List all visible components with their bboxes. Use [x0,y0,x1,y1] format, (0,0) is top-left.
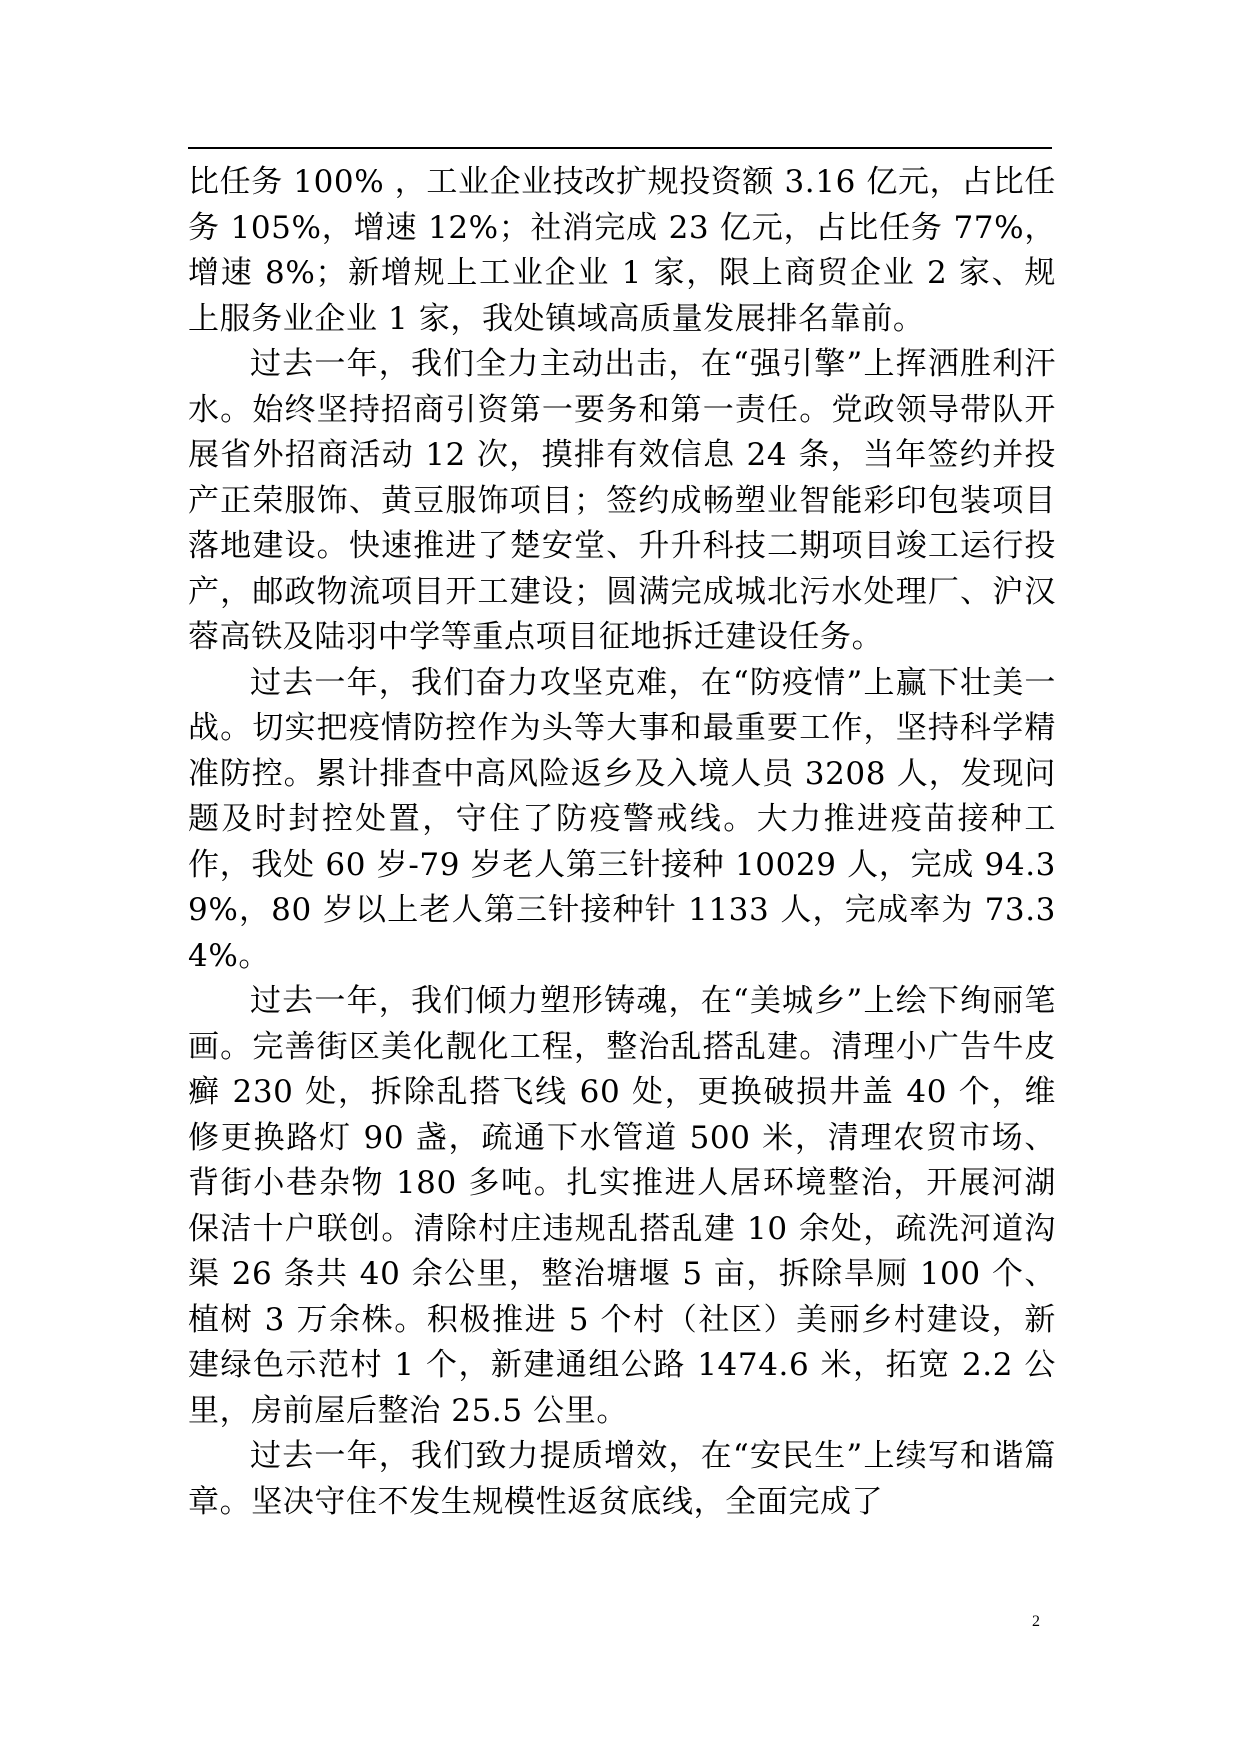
page-number: 2 [1032,1613,1040,1630]
document-body [188,160,1056,1525]
paragraph-continuation: 比任务 100% ，工业企业技改扩规投资额 3.16 亿元，占比任务 105%，增速 12%；社消完成 23 亿元，占比任务 77%，增速 8%；新增规上工业企业 1 家，限上商贸企业 2 家、规上服务业企业 1 家，我处镇域高质量发展排名靠前。 [188,164,1056,337]
paragraph-investment: 过去一年，我们全力主动出击，在“强引擎”上挥洒胜利汗水。始终坚持招商引资第一要务和第一责任。党政领导带队开展省外招商活动 12 次，摸排有效信息 24 条，当年签约并投产正荣服饰、黄豆服饰项目；签约成畅塑业智能彩印包装项目落地建设。快速推进了楚安堂、升升科技二期项目竣工运行投产，邮政物流项目开工建设；圆满完成城北污水处理厂、沪汉蓉高铁及陆羽中学等重点项目征地拆迁建设任务。 [188,346,1056,655]
paragraph-urban-rural: 过去一年，我们倾力塑形铸魂，在“美城乡”上绘下绚丽笔画。完善街区美化靓化工程，整治乱搭乱建。清理小广告牛皮癣 230 处，拆除乱搭飞线 60 处，更换破损井盖 40 个，维修更换路灯 90 盏，疏通下水管道 500 米，清理农贸市场、背街小巷杂物 180 多吨。扎实推进人居环境整治，开展河湖保洁十户联创。清除村庄违规乱搭乱建 10 余处，疏洗河道沟渠 26 条共 40 余公里，整治塘堰 5 亩，拆除旱厕 100 个、植树 3 万余株。积极推进 5 个村（社区）美丽乡村建设，新建绿色示范村 1 个，新建通组公路 1474.6 米，拓宽 2.2 公里，房前屋后整治 25.5 公里。 [188,983,1056,1429]
paragraph-epidemic: 过去一年，我们奋力攻坚克难，在“防疫情”上赢下壮美一战。切实把疫情防控作为头等大事和最重要工作，坚持科学精准防控。累计排查中高风险返乡及入境人员 3208 人，发现问题及时封控处置，守住了防疫警戒线。大力推进疫苗接种工作，我处 60 岁-79 岁老人第三针接种 10029 人，完成 94.39%，80 岁以上老人第三针接种针 1133 人，完成率为 73.34%。 [188,664,1056,974]
header-rule [188,147,1052,149]
paragraph-livelihood: 过去一年，我们致力提质增效，在“安民生”上续写和谐篇章。坚决守住不发生规模性返贫底线，全面完成了 [188,1438,1056,1520]
